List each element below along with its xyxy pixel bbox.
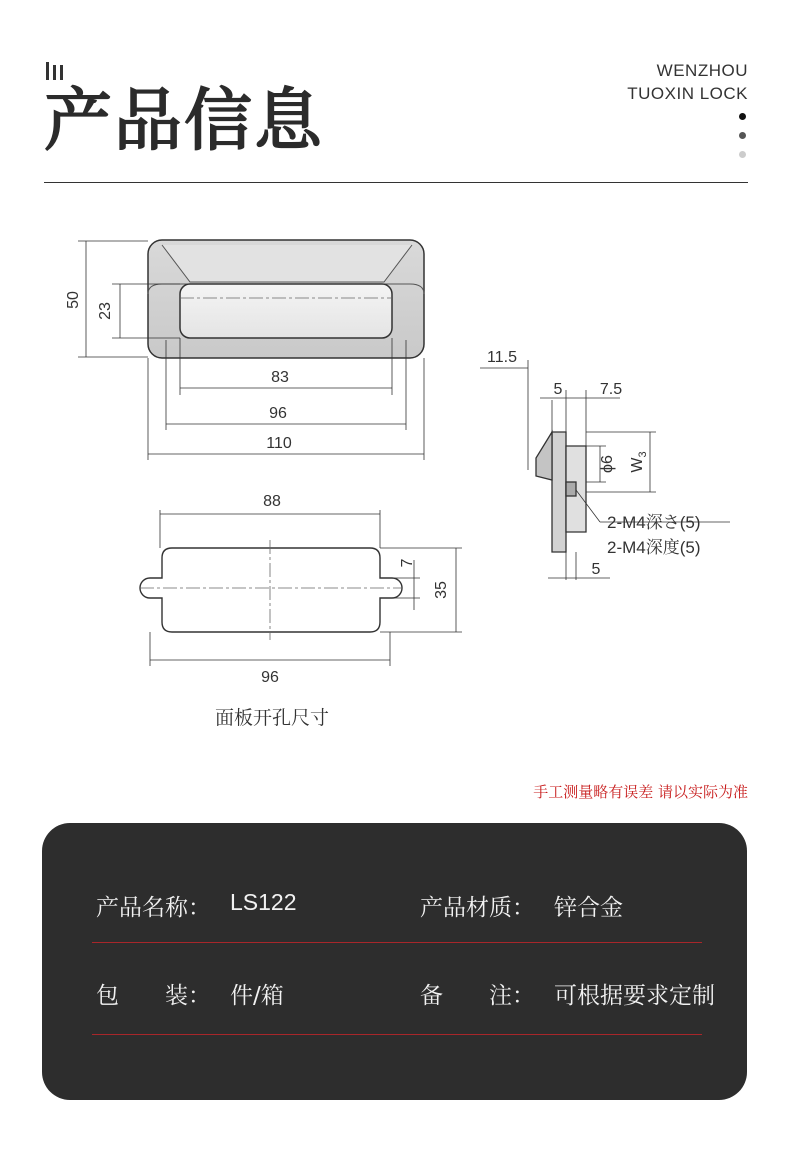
page-title: 产品信息: [44, 82, 325, 161]
measurement-note: 手工测量略有误差 请以实际为准: [533, 783, 748, 801]
dim-phi-label: ϕ6: [599, 455, 616, 473]
material-value: 锌合金: [554, 895, 623, 921]
dot-3: [739, 151, 746, 158]
dim-top-width-label: 88: [263, 493, 281, 510]
material-label: 产品材质：: [420, 895, 535, 921]
package-value: 件/箱: [230, 983, 284, 1009]
info-divider-1: [92, 942, 702, 943]
remark-value: 可根据要求定制: [554, 983, 715, 1009]
thread-spec-2: 2-M4深度(5): [607, 538, 701, 557]
dim-offset-label: 11.5: [487, 349, 517, 366]
company-name-line1: WENZHOU: [656, 61, 748, 80]
dim-w-label: [629, 451, 649, 472]
handle-recess: [180, 284, 392, 338]
header-divider: [44, 182, 748, 183]
info-divider-2: [92, 1034, 702, 1035]
technical-drawing: [0, 200, 790, 740]
dim-depth-b-label: 7.5: [599, 381, 623, 398]
dim-w-main: W: [629, 457, 646, 473]
brand-mark-icon: [46, 62, 66, 80]
side-view: [536, 432, 586, 552]
dim-cutout-height-label: 35: [433, 581, 450, 599]
dim-lug-label: 7: [399, 558, 416, 568]
company-name-line2: TUOXIN LOCK: [627, 84, 748, 103]
remark-label: 备 注：: [420, 983, 535, 1009]
dim-inner-width-label: 96: [269, 405, 287, 422]
product-name-label: 产品名称：: [96, 895, 211, 921]
cutout-caption: 面板开孔尺寸: [214, 708, 330, 729]
dim-handle-width-label: 83: [271, 369, 289, 386]
company-name: [627, 59, 748, 105]
front-view: [148, 240, 424, 358]
cutout-view: [140, 540, 402, 640]
dim-bottom-width-label: 96: [261, 669, 279, 686]
dot-2: [739, 132, 746, 139]
dim-bottom-label: 5: [591, 561, 601, 578]
dim-w-sub: 3: [637, 451, 649, 458]
decorative-dots: [739, 113, 747, 170]
dot-1: [739, 113, 746, 120]
product-name-value: LS122: [230, 889, 297, 915]
dim-depth-a-label: 5: [553, 381, 563, 398]
thread-spec-1: 2-M4深さ(5): [607, 513, 701, 532]
dim-handle-height-label: 23: [97, 302, 114, 320]
package-label: 包 装：: [96, 983, 211, 1009]
dim-height-label: 50: [65, 291, 82, 309]
info-panel: [42, 823, 747, 1100]
dim-overall-width-label: 110: [266, 435, 292, 452]
